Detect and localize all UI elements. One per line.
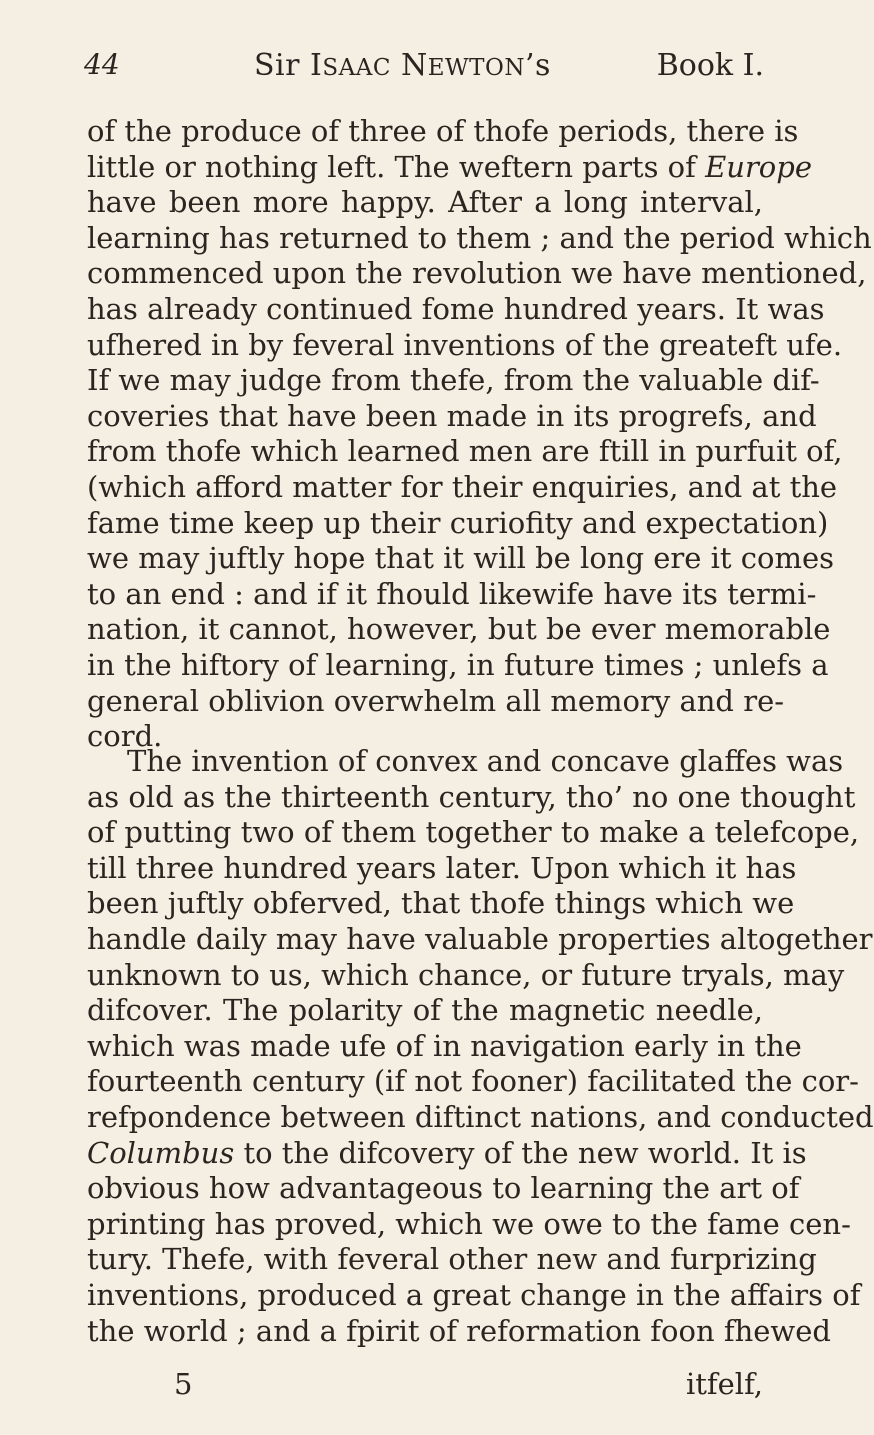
text-line: to an end : and if it fhould likewife have its termi- [87,576,817,611]
text-line: The invention of convex and concave glaffes was [127,744,844,778]
text-line: fourteenth century (if not fooner) facilitated the cor- [87,1064,859,1099]
text-line: handle daily may have valuable properties altogether [87,921,873,956]
paragraph-1 [87,114,872,755]
catchword: itfelf, [685,1367,763,1401]
italic-place-name: Europe [705,149,812,184]
italic-person-name: Columbus [87,1135,235,1170]
text-line: tury. Thefe, with feveral other new and furprizing [87,1242,817,1277]
text-line: unknown to us, which chance, or future tryals, may [87,957,845,992]
running-title: Sir ISAAC NEWTON’s [254,48,551,83]
text-line: been juftly obferved, that thofe things which we [87,886,795,921]
text-line: fame time keep up their curiofity and expectation) [87,505,829,540]
text-line: refpondence between diftinct nations, and conducted [87,1099,874,1134]
text-line: from thofe which learned men are ftill in purfuit of, [87,434,843,469]
text-line: in the hiftory of learning, in future times ; unlefs a [87,647,829,682]
book-label: Book I. [656,48,764,83]
text-line: till three hundred years later. Upon which it has [87,850,797,885]
paragraph-2 [87,744,874,1349]
text-line: inventions, produced a great change in the affairs of [87,1277,861,1312]
page-footer [87,1367,763,1403]
text-line: general oblivion overwhelm all memory and re- [87,683,785,718]
text-line: obvious how advantageous to learning the art of [87,1171,800,1206]
text-line: commenced upon the revolution we have mentioned, [87,256,867,291]
text-line: difcover. The polarity of the magnetic needle, [87,993,763,1028]
text-line: learning has returned to them ; and the period which [87,220,872,255]
text-line: cord. [87,719,163,754]
text-line: which was made ufe of in navigation early in the [87,1028,802,1063]
text-line: we may juftly hope that it will be long ere it comes [87,541,835,576]
text-line: little or nothing left. The weftern parts of Europe [87,149,812,184]
text-line: of putting two of them together to make a telefcope, [87,815,860,850]
text-line: of the produce of three of thofe periods, there is [87,114,799,148]
text-line: Columbus to the difcovery of the new world. It is [87,1135,807,1170]
text-line: coveries that have been made in its progrefs, and [87,398,817,433]
text-line: the world ; and a fpirit of reformation foon fhewed [87,1313,831,1348]
text-line: has already continued fome hundred years. It was [87,291,825,326]
text-line: printing has proved, which we owe to the fame cen- [87,1206,851,1241]
page-number: 44 [84,48,120,81]
text-line: nation, it cannot, however, but be ever memorable [87,612,831,647]
page-header [84,48,764,88]
signature-mark: 5 [174,1367,193,1401]
text-line: If we may judge from thefe, from the valuable dif- [87,363,820,398]
text-line: ufhered in by feveral inventions of the greateft ufe. [87,327,843,362]
text-line: as old as the thirteenth century, tho’ no one thought [87,779,856,814]
text-line: (which afford matter for their enquiries, and at the [87,469,838,504]
text-line: have been more happy. After a long interval, [87,185,763,220]
